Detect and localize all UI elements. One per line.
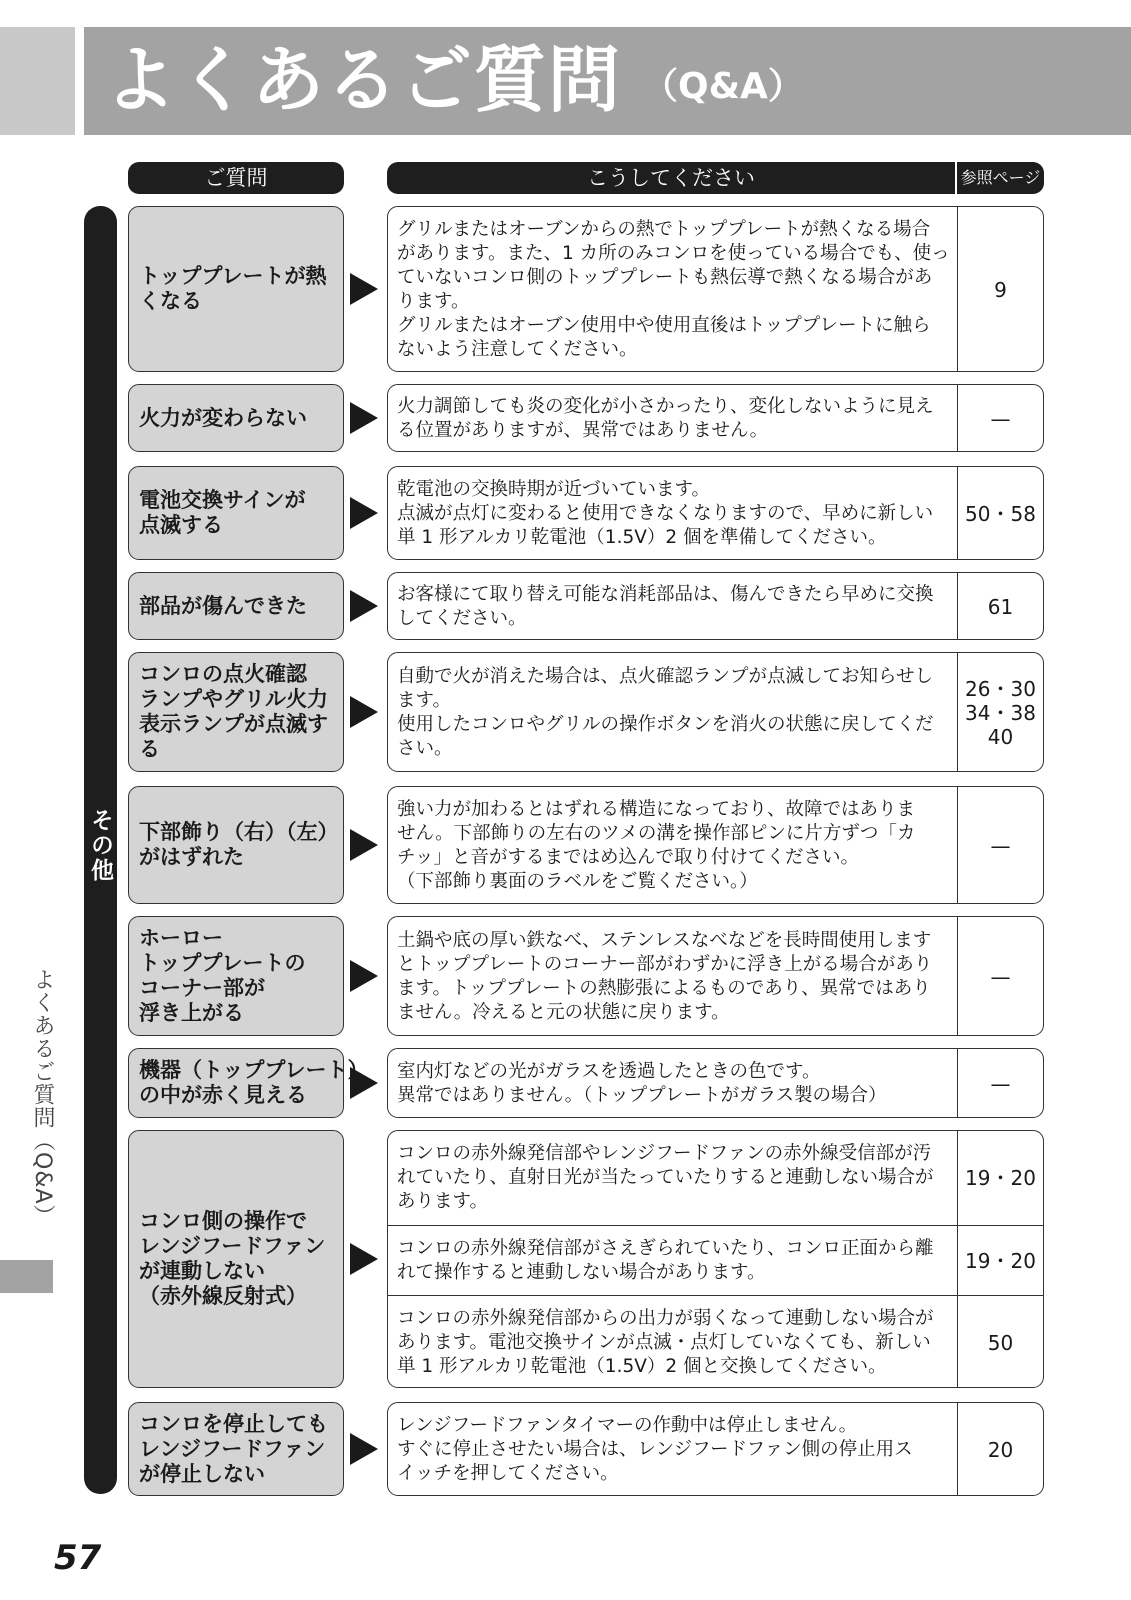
question-text [139,1058,369,1108]
page-ref-value: 34・38 [965,701,1036,725]
question-line: コンロを停止しても [139,1411,328,1436]
answer-text [388,573,957,640]
page-ref [957,1049,1043,1118]
answer-row [388,467,1043,560]
side-section-marker [0,1260,53,1293]
question-line: の中が赤く見える [139,1083,307,1107]
question-box [128,916,344,1036]
question-line: トッププレートが熱 [139,264,327,288]
question-text [139,488,306,538]
answer-box [387,786,1044,904]
answer-line: イッチを押してください。 [397,1463,619,1484]
answer-text [388,207,957,372]
answer-text [388,653,957,772]
answer-line: お客様にて取り替え可能な消耗部品は、傷んできたら早めに交換 [397,584,934,605]
answer-line: 単 1 形アルカリ乾電池（1.5V）2 個を準備してください。 [397,527,887,548]
question-line: 表示ランプが点滅す [139,712,328,736]
answer-text [388,1226,957,1295]
answer-line: グリルまたはオーブン使用中や使用直後はトッププレートに触ら [397,315,931,336]
answer-line: すぐに停止させたい場合は、レンジフードファン側の停止用ス [397,1439,913,1460]
answer-box [387,384,1044,452]
page-ref-value: 50 [987,1330,1014,1355]
question-line: 火力が変わらない [139,405,307,430]
answer-line: 単 1 形アルカリ乾電池（1.5V）2 個と交換してください。 [397,1355,887,1377]
page-subtitle: （Q&A） [642,66,804,107]
question-line: 部品が傷んできた [139,593,307,618]
column-header-answer: こうしてください [387,162,955,194]
answer-line: 異常ではありません。（トッププレートがガラス製の場合） [397,1085,887,1106]
page-ref [957,1131,1043,1225]
page-ref [957,1403,1043,1496]
page-title: よくあるご質問 [104,38,623,122]
page-ref-value: 50・58 [965,502,1036,526]
page-ref [957,207,1043,372]
answer-line: あります。電池交換サインが点滅・点灯していなくても、新しい [397,1331,931,1353]
page-ref [957,573,1043,640]
question-box [128,1402,344,1496]
arrow-right-icon [350,402,378,434]
question-text [139,264,327,314]
question-box [128,1048,369,1118]
answer-row [388,653,1043,772]
answer-text [388,1296,957,1388]
page-ref-value: 19・20 [965,1248,1036,1273]
question-line: ランプやグリル火力 [139,687,328,711]
answer-text [388,467,957,560]
question-line: コーナー部が [139,976,265,1000]
answer-line: 点滅が点灯に変わると使用できなくなりますので、早めに新しい [397,503,934,524]
question-line: がはずれた [139,845,244,869]
page-ref-value: 61 [987,595,1014,619]
answer-line: してください。 [397,608,527,629]
page-ref [957,1226,1043,1295]
question-text [139,662,328,762]
answer-line: せん。下部飾りの左右のツメの溝を操作部ピンに片方ずつ「カ [397,823,916,844]
question-line: レンジフードファン [139,1436,326,1461]
question-line: 点滅する [139,513,223,537]
arrow-right-icon [350,1067,378,1099]
question-line: ホーロー [139,926,223,950]
answer-box [387,916,1044,1036]
page-ref [957,385,1043,452]
page-ref-value: 9 [994,278,1007,302]
page-ref-value: 19・20 [965,1166,1036,1190]
question-text [139,406,307,431]
question-line: る [139,737,160,761]
header-side-tab [0,27,75,135]
question-box [128,466,344,560]
page-ref [957,917,1043,1036]
question-text [139,926,306,1026]
answer-row [388,917,1043,1036]
answer-row [388,1049,1043,1118]
question-box [128,206,344,372]
answer-line: 土鍋や底の厚い鉄なべ、ステンレスなべなどを長時間使用します [397,930,932,951]
answer-line: レンジフードファンタイマーの作動中は停止しません。 [397,1415,858,1436]
answer-line: 自動で火が消えた場合は、点火確認ランプが点滅してお知らせし [397,666,933,687]
category-bar [84,206,117,1494]
answer-row [388,1295,1043,1388]
answer-row [388,573,1043,640]
answer-box [387,1130,1044,1388]
arrow-right-icon [350,1433,378,1465]
answer-box [387,652,1044,772]
answer-line: ます。 [397,690,452,711]
answer-line: あります。 [397,1191,489,1212]
page-ref [957,653,1043,772]
answer-box [387,572,1044,640]
page-ref-value: — [990,965,1011,989]
question-line: （赤外線反射式） [139,1284,307,1308]
arrow-right-icon [350,590,378,622]
question-line: が停止しない [139,1461,265,1486]
page-ref-value: — [990,1072,1011,1096]
answer-row [388,385,1043,452]
answer-line: ません。冷えると元の状態に戻ります。 [397,1002,730,1023]
page-ref-value: — [990,407,1011,431]
question-line: くなる [139,289,202,313]
answer-line: があります。また、1 カ所のみコンロを使っている場合でも、使っ [397,243,950,264]
answer-line: （下部飾り裏面のラベルをご覧ください。） [397,871,758,892]
answer-line: ていないコンロ側のトッププレートも熱伝導で熱くなる場合があ [397,267,933,288]
column-header-question: ご質問 [128,162,344,194]
column-header-page-ref: 参照ページ [957,162,1044,194]
arrow-right-icon [350,960,378,992]
page-ref-value: 26・30 [965,677,1036,701]
question-line: コンロ側の操作で [139,1209,307,1233]
answer-line: 使用したコンロやグリルの操作ボタンを消火の状態に戻してくだ [397,714,934,735]
category-label: その他 [87,808,113,883]
answer-box [387,1048,1044,1118]
answer-box [387,206,1044,372]
question-box [128,384,344,452]
question-text [139,1412,328,1487]
answer-line: 火力調節しても炎の変化が小さかったり、変化しないように見え [397,396,934,417]
answer-text [388,1131,957,1225]
question-text [139,1209,325,1309]
answer-line: 室内灯などの光がガラスを透過したときの色です。 [397,1061,821,1082]
arrow-right-icon [350,696,378,728]
answer-line: グリルまたはオーブンからの熱でトッププレートが熱くなる場合 [397,219,931,240]
question-box [128,1130,344,1388]
page-ref [957,467,1043,560]
answer-text [388,787,957,904]
answer-text [388,1049,957,1118]
answer-line: ます。トッププレートの熱膨張によるものであり、異常ではあり [397,978,931,999]
question-box [128,572,344,640]
answer-line: コンロの赤外線発信部やレンジフードファンの赤外線受信部が汚 [397,1143,932,1164]
question-line: レンジフードファン [139,1234,326,1258]
answer-line: れて操作すると連動しない場合があります。 [397,1261,766,1283]
answer-line: コンロの赤外線発信部からの出力が弱くなって連動しない場合が [397,1307,934,1329]
question-text [139,594,307,619]
arrow-right-icon [350,1243,378,1275]
answer-line: る位置がありますが、異常ではありません。 [397,420,769,441]
side-section-label: よくあるご質問（Q&A） [30,968,55,1228]
answer-text [388,917,957,1036]
arrow-right-icon [350,497,378,529]
answer-line: チッ」と音がするまではめ込んで取り付けてください。 [397,847,859,868]
answer-line: さい。 [397,738,453,759]
question-box [128,652,344,772]
question-line: コンロの点火確認 [139,662,307,686]
answer-row [388,1403,1043,1496]
answer-line: ないよう注意してください。 [397,339,638,360]
answer-row [388,787,1043,904]
answer-line: れていたり、直射日光が当たっていたりすると連動しない場合が [397,1167,934,1188]
question-line: 機器（トッププレート） [139,1058,369,1082]
page-number: 57 [54,1538,102,1578]
question-line: が連動しない [139,1259,265,1283]
answer-text [388,1403,957,1496]
question-box [128,786,344,904]
page-ref [957,787,1043,904]
arrow-right-icon [350,273,378,305]
page-ref-value: — [990,834,1011,858]
question-line: 下部飾り（右）（左） [139,820,339,844]
answer-line: 乾電池の交換時期が近づいています。 [397,479,711,500]
answer-line: とトッププレートのコーナー部がわずかに浮き上がる場合があり [397,954,933,975]
question-line: 電池交換サインが [139,488,306,512]
question-line: 浮き上がる [139,1001,244,1025]
answer-line: ります。 [397,291,470,312]
question-text [139,820,339,870]
page-ref-value: 40 [987,725,1014,749]
answer-box [387,466,1044,560]
page-ref-value: 20 [987,1438,1014,1462]
page-ref [957,1296,1043,1388]
arrow-right-icon [350,829,378,861]
answer-row [388,1225,1043,1295]
answer-box [387,1402,1044,1496]
question-line: トッププレートの [139,951,306,975]
answer-line: 強い力が加わるとはずれる構造になっており、故障ではありま [397,799,916,820]
answer-text [388,385,957,452]
answer-row [388,1131,1043,1225]
answer-row [388,207,1043,372]
answer-line: コンロの赤外線発信部がさえぎられていたり、コンロ正面から離 [397,1237,934,1259]
